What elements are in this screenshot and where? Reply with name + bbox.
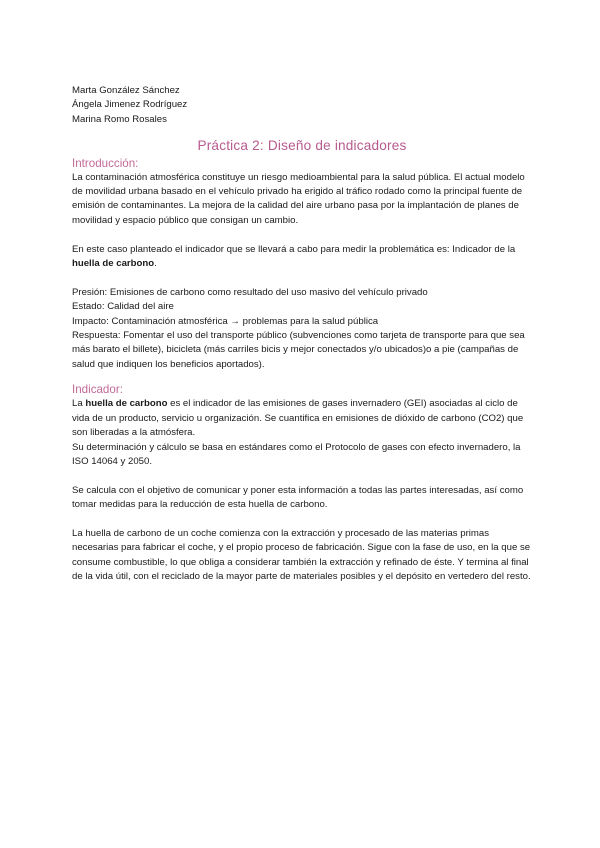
indicator-name: huella de carbono xyxy=(72,258,155,270)
estado-line: Estado: Calidad del aire xyxy=(72,301,174,313)
car-lifecycle-paragraph: La huella de carbono de un coche comienza con la extracción y procesado de las materias primas necesarias para fabricar el coche, y el propio proceso de fabricación. Sigue con la fase de uso, en la que se consume combustible, lo que obliga a considerar también la extracción y refinado de éste. Y termina al final de la vida útil, con el reciclado de la mayor parte de materiales posibles y el depósito en vertedero del resto. xyxy=(72,527,531,583)
author-list xyxy=(72,84,532,127)
intro-paragraph: La contaminación atmosférica constituye un riesgo medioambiental para la salud pública. El actual modelo de movilidad urbana basado en el vehículo privado ha erigido al tráfico rodado como la principal fuente de emisión de contaminantes. La mejora de la calidad del aire urbano pasa por la implantación de planes de movilidad y espacio público que consigan un cambio. xyxy=(72,171,525,226)
indicator-purpose: Se calcula con el objetivo de comunicar y poner esta información a todas las partes interesadas, así como tomar medidas para la reducción de esta huella de carbono. xyxy=(72,484,524,511)
indicator-definition: La huella de carbono es el indicador de las emisiones de gases invernadero (GEI) asociadas al ciclo de vida de un producto, servicio u organización. Se cuantifica en emisiones de dióxido de carbono (CO2) que son liberadas a la atmósfera. xyxy=(72,398,524,439)
indicator-standards: Su determinación y cálculo se basa en estándares como el Protocolo de gases con efecto invernadero, la ISO 14064 y 2050. xyxy=(72,441,521,467)
respuesta-line: Respuesta: Fomentar el uso del transporte público (subvenciones como tarjeta de transporte para que sea más barato el billete), bicicleta (más carriles bicis y mejor conectados y/o ubicados)o a pie (campañas de salud que indiquen los beneficios aportados). xyxy=(72,330,525,370)
impacto-line: Impacto: Contaminación atmosférica → problemas para la salud pública xyxy=(72,315,379,327)
presion-line: Presión: Emisiones de carbono como resultado del uso masivo del vehículo privado xyxy=(72,286,428,298)
author-name: Ángela Jimenez Rodríguez xyxy=(72,99,188,111)
author-name: Marta González Sánchez xyxy=(72,85,180,96)
intro-heading: Introducción: xyxy=(72,156,139,170)
indicator-statement: En este caso planteado el indicador que se llevará a cabo para medir la problemática es: Indicador de la huella de carbono. xyxy=(72,243,516,270)
author-name: Marina Romo Rosales xyxy=(72,113,167,125)
indicator-term: huella de carbono xyxy=(85,398,168,410)
document-title: Práctica 2: Diseño de indicadores xyxy=(197,138,407,154)
document-page xyxy=(72,84,532,585)
indicator-heading: Indicador: xyxy=(72,383,123,397)
